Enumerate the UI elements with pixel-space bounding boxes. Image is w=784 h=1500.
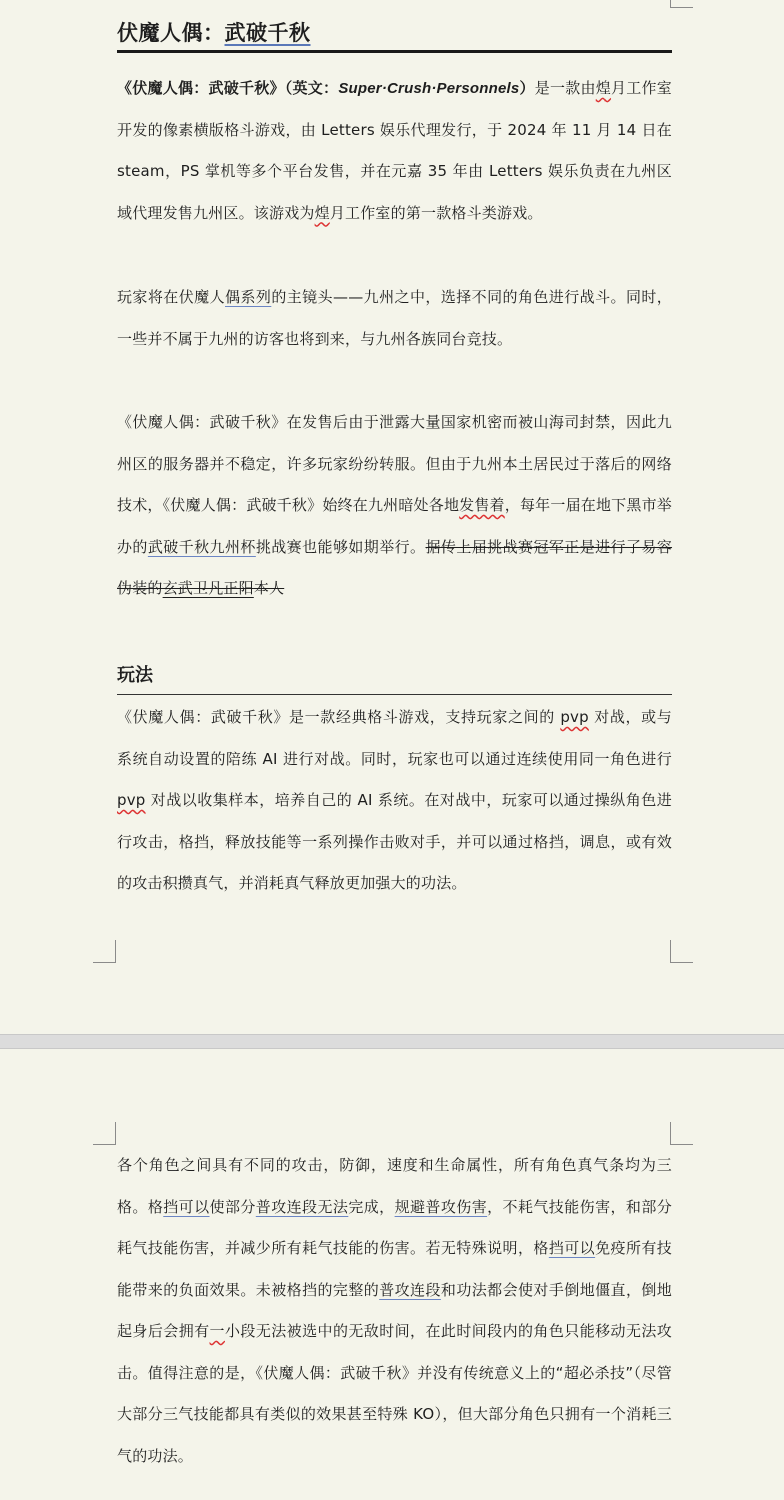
tournament-link[interactable]: 武破千秋九州杯: [147, 537, 256, 556]
english-name: Super·Crush·Personnels: [338, 80, 520, 97]
character-link[interactable]: 玄武卫凡正阳: [162, 579, 254, 597]
page-corner-marker: [93, 1122, 116, 1145]
page-separator: [0, 1034, 784, 1049]
term-link[interactable]: 普攻连段无法: [255, 1197, 349, 1216]
setting-paragraph: 玩家将在伏魔人偶系列的主镜头——九州之中，选择不同的角色进行战斗。同时，一些并不属于九州的访客也将到来，与九州各族同台竞技。: [117, 288, 673, 348]
section-rule: [117, 694, 672, 695]
term-link[interactable]: 挡可以: [548, 1239, 596, 1257]
series-link[interactable]: 偶系列: [225, 288, 272, 306]
page-title: 伏魔人偶：武破千秋: [117, 21, 311, 45]
title-link[interactable]: 武破千秋: [224, 21, 311, 45]
page-corner-marker: [670, 0, 693, 8]
term-link[interactable]: 挡可以: [163, 1197, 210, 1216]
intro-paragraph: 《伏魔人偶：武破千秋》（英文：Super·Crush·Personnels）是一款由煌月工作室开发的像素横版格斗游戏，由 Letters 娱乐代理发行，于 2024 年 11 月 14 日在 steam，PS 掌机等多个平台发售，并在元嘉 35 年由 Letters 娱乐负责在九州区域代理发售九州区。该游戏为煌月工作室的第一款格斗类游戏。: [117, 79, 672, 222]
spelling-flag[interactable]: pvp: [560, 708, 589, 726]
term-link[interactable]: 普攻连段: [379, 1280, 441, 1299]
spelling-flag[interactable]: 煌: [595, 79, 612, 97]
article-title: [117, 17, 672, 47]
spelling-flag[interactable]: 煌: [314, 203, 330, 222]
title-rule: [117, 50, 672, 53]
spelling-flag[interactable]: 一: [209, 1322, 225, 1340]
document-page-2: [0, 1049, 784, 1500]
section-heading: 玩法: [117, 665, 153, 686]
page-corner-marker: [670, 940, 693, 963]
spelling-flag[interactable]: 发售着: [459, 496, 505, 514]
page-corner-marker: [670, 1122, 693, 1145]
mechanics-paragraph: 各个角色之间具有不同的攻击，防御，速度和生命属性，所有角色真气条均为三格。格挡可以使部分普攻连段无法完成，规避普攻伤害，不耗气技能伤害，和部分耗气技能伤害，并减少所有耗气技能的伤害。若无特殊说明，格挡可以免疫所有技能带来的负面效果。未被格挡的完整的普攻连段和功法都会使对手倒地僵直，倒地起身后会拥有一小段无法被选中的无敌时间，在此时间段内的角色只能移动无法攻击。值得注意的是，《伏魔人偶：武破千秋》并没有传统意义上的“超必杀技”（尽管大部分三气技能都具有类似的效果甚至特殊 KO），但大部分角色只拥有一个消耗三气的功法。: [117, 1156, 673, 1465]
page-corner-marker: [93, 940, 116, 963]
section-heading-block: [117, 661, 672, 687]
term-link[interactable]: 规避普攻伤害: [394, 1197, 488, 1216]
spelling-flag[interactable]: pvp: [117, 791, 146, 809]
gameplay-paragraph: 《伏魔人偶：武破千秋》是一款经典格斗游戏，支持玩家之间的 pvp 对战，或与系统自动设置的陪练 AI 进行对战。同时，玩家也可以通过连续使用同一角色进行 pvp 对战以收集样本，培养自己的 AI 系统。在对战中，玩家可以通过操纵角色进行攻击，格挡，释放技能等一系列操作击败对手，并可以通过格挡，调息，或有效的攻击积攒真气，并消耗真气释放更加强大的功法。: [117, 708, 673, 892]
history-paragraph: 《伏魔人偶：武破千秋》在发售后由于泄露大量国家机密而被山海司封禁，因此九州区的服务器并不稳定，许多玩家纷纷转服。但由于九州本土居民过于落后的网络技术，《伏魔人偶：武破千秋》始终在九州暗处各地发售着，每年一届在地下黑市举办的武破千秋九州杯挑战赛也能够如期举行。据传上届挑战赛冠军正是进行了易容伪装的玄武卫凡正阳本人: [117, 413, 673, 597]
strikethrough-text: 据传上届挑战赛冠军正是进行了易容伪装的玄武卫凡正阳本人: [117, 537, 673, 597]
